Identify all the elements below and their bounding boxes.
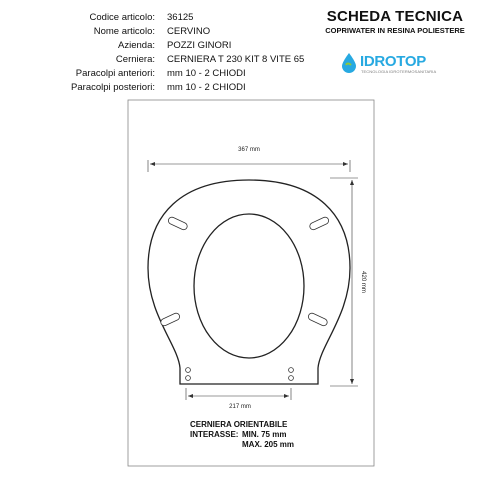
hinge-spacing-label: 217 mm xyxy=(229,404,251,410)
spec-value: POZZI GINORI xyxy=(167,40,232,51)
height-dimension xyxy=(330,178,366,386)
spec-label: Nome articolo: xyxy=(93,26,155,37)
drawing-frame xyxy=(128,100,374,466)
spec-label: Paracolpi anteriori: xyxy=(75,68,155,79)
spec-value: mm 10 - 2 CHIODI xyxy=(167,68,246,79)
width-dimension-label: 367 mm xyxy=(238,147,260,153)
seat-opening xyxy=(194,214,304,358)
bumper-slots xyxy=(160,216,330,327)
spec-value: 36125 xyxy=(167,12,194,23)
sheet-title: SCHEDA TECNICA xyxy=(326,8,464,25)
hinge-spacing-dimension xyxy=(186,388,291,410)
hinge-note-label: INTERASSE: xyxy=(190,430,239,439)
spec-value: CERVINO xyxy=(167,26,211,37)
spec-label: Paracolpi posteriori: xyxy=(71,82,155,93)
hinge-note-max: MAX. 205 mm xyxy=(242,440,295,449)
hinge-holes xyxy=(186,368,294,381)
spec-label: Codice articolo: xyxy=(89,12,155,23)
hinge-note xyxy=(190,420,294,450)
spec-value: mm 10 - 2 CHIODI xyxy=(167,82,246,93)
hinge-note-min: MIN. 75 mm xyxy=(242,430,287,439)
spec-label: Cerniera: xyxy=(115,54,155,65)
hinge-note-title: CERNIERA ORIENTABILE xyxy=(190,420,288,429)
width-dimension xyxy=(148,147,350,172)
spec-value: CERNIERA T 230 KIT 8 VITE 65 xyxy=(167,54,305,65)
spec-label: Azienda: xyxy=(118,40,155,51)
seat-outline xyxy=(148,180,350,384)
height-dimension-label: 420 mm xyxy=(360,271,366,293)
brand-name: IDROTOP xyxy=(360,53,426,70)
brand-tagline: TECNOLOGIA IDROTERMOSANITARIA xyxy=(361,69,437,74)
sheet-subtitle: COPRIWATER IN RESINA POLIESTERE xyxy=(325,26,465,35)
